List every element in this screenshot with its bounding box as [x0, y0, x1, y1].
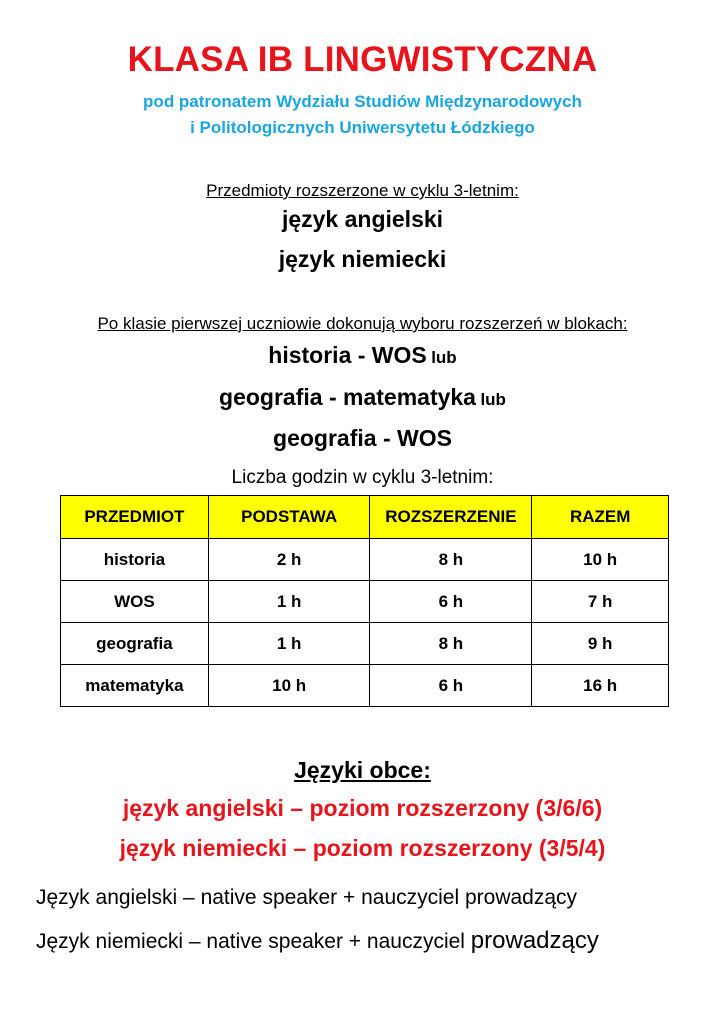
german-teachers-text: Język niemiecki – native speaker + nauczyciel: [36, 930, 471, 953]
patronage-line-2: i Politologicznych Uniwersytetu Łódzkiego: [190, 118, 535, 137]
cell-basic: 10 h: [208, 665, 370, 707]
block-option-3: [0, 425, 725, 452]
cell-subject: matematyka: [61, 665, 209, 707]
cell-basic: 2 h: [208, 539, 370, 581]
block-option-2: [0, 384, 725, 411]
cell-subject: historia: [61, 539, 209, 581]
blocks-label: Po klasie pierwszej uczniowie dokonują wyboru rozszerzeń w blokach:: [97, 314, 628, 333]
cell-subject: geografia: [61, 623, 209, 665]
header-basic: PODSTAWA: [208, 496, 370, 539]
block-option-2-suffix: lub: [480, 390, 506, 409]
german-level: język niemiecki – poziom rozszerzony (3/5/4): [119, 835, 606, 861]
hours-label: Liczba godzin w cyklu 3-letnim:: [231, 467, 494, 488]
block-option-1-suffix: lub: [431, 348, 457, 367]
table-header-row: [61, 496, 669, 539]
cell-basic: 1 h: [208, 623, 370, 665]
header-subject: PRZEDMIOT: [61, 496, 209, 539]
german-teachers-tail: prowadzący: [470, 927, 599, 954]
cell-total: 10 h: [532, 539, 669, 581]
header-extended: ROZSZERZENIE: [370, 496, 532, 539]
extended-subject-english: język angielski: [281, 206, 444, 232]
cell-extended: 6 h: [370, 665, 532, 707]
table-row: [61, 623, 669, 665]
extended-subject-german: język niemiecki: [278, 246, 447, 272]
table-row: [61, 665, 669, 707]
hours-table: [60, 495, 669, 707]
extended-subjects-label: Przedmioty rozszerzone w cyklu 3-letnim:: [206, 181, 519, 200]
block-option-2-text: geografia - matematyka: [219, 384, 476, 410]
table-row: [61, 539, 669, 581]
patronage-line-1: pod patronatem Wydziału Studiów Międzynarodowych: [143, 92, 582, 111]
page-title: KLASA IB LINGWISTYCZNA: [127, 40, 598, 79]
cell-total: 7 h: [532, 581, 669, 623]
table-row: [61, 581, 669, 623]
english-teachers-text: Język angielski – native speaker + nauczyciel prowadzący: [36, 886, 578, 909]
english-level: język angielski – poziom rozszerzony (3/6/6): [122, 795, 603, 821]
cell-basic: 1 h: [208, 581, 370, 623]
cell-total: 16 h: [532, 665, 669, 707]
english-teachers: [36, 886, 577, 910]
cell-total: 9 h: [532, 623, 669, 665]
block-option-3-text: geografia - WOS: [273, 425, 452, 451]
header-total: RAZEM: [532, 496, 669, 539]
cell-subject: WOS: [61, 581, 209, 623]
cell-extended: 6 h: [370, 581, 532, 623]
block-option-1: [0, 342, 725, 369]
languages-heading: Języki obce:: [294, 757, 431, 783]
german-teachers: [36, 927, 599, 955]
block-option-1-text: historia - WOS: [268, 342, 427, 368]
cell-extended: 8 h: [370, 623, 532, 665]
cell-extended: 8 h: [370, 539, 532, 581]
